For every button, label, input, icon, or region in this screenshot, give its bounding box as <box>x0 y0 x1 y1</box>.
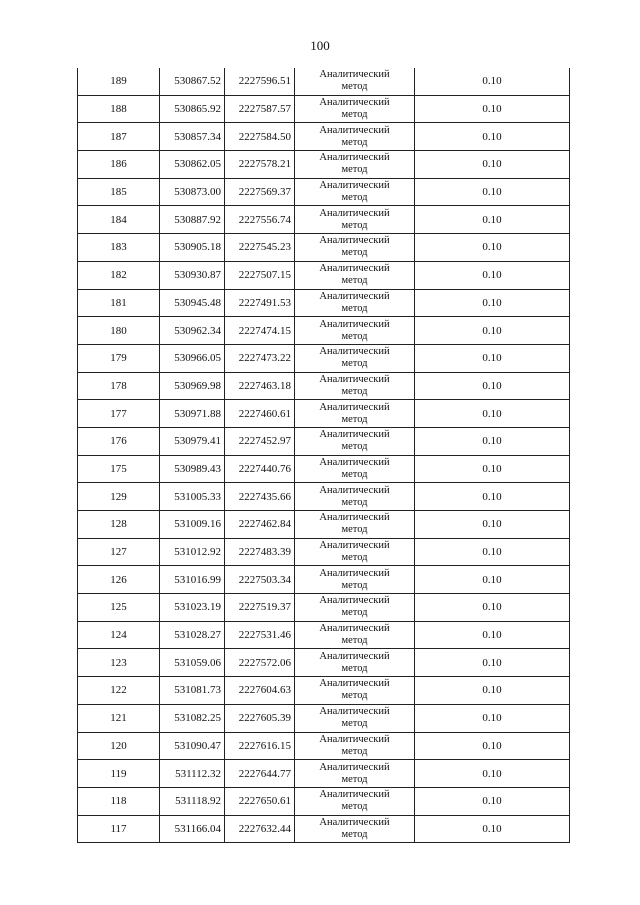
point-number-cell: 177 <box>78 400 160 428</box>
accuracy-cell: 0.10 <box>415 372 570 400</box>
method-line-2: метод <box>341 690 368 702</box>
table-row <box>78 483 570 511</box>
method-line-1: Аналитический <box>319 180 390 192</box>
method-cell <box>295 234 415 262</box>
method-line-1: Аналитический <box>319 235 390 247</box>
method-cell <box>295 151 415 179</box>
accuracy-cell: 0.10 <box>415 511 570 539</box>
table-row <box>78 123 570 151</box>
method-cell <box>295 178 415 206</box>
method-line-2: метод <box>341 773 368 785</box>
point-number-cell: 119 <box>78 760 160 788</box>
method-line-1: Аналитический <box>319 152 390 164</box>
method-cell <box>295 787 415 815</box>
method-cell <box>295 95 415 123</box>
method-line-2: метод <box>341 413 368 425</box>
table-row <box>78 400 570 428</box>
accuracy-cell: 0.10 <box>415 68 570 95</box>
y-coordinate-cell: 2227474.15 <box>225 317 295 345</box>
table-row <box>78 206 570 234</box>
x-coordinate-cell: 530862.05 <box>160 151 225 179</box>
method-line-2: метод <box>341 662 368 674</box>
table-row <box>78 234 570 262</box>
point-number-cell: 178 <box>78 372 160 400</box>
method-line-1: Аналитический <box>319 429 390 441</box>
method-line-2: метод <box>341 358 368 370</box>
point-number-cell: 187 <box>78 123 160 151</box>
accuracy-cell: 0.10 <box>415 427 570 455</box>
accuracy-cell: 0.10 <box>415 760 570 788</box>
table-row <box>78 677 570 705</box>
x-coordinate-cell: 531016.99 <box>160 566 225 594</box>
x-coordinate-cell: 530979.41 <box>160 427 225 455</box>
point-number-cell: 126 <box>78 566 160 594</box>
y-coordinate-cell: 2227503.34 <box>225 566 295 594</box>
method-line-1: Аналитический <box>319 346 390 358</box>
accuracy-cell: 0.10 <box>415 649 570 677</box>
accuracy-cell: 0.10 <box>415 95 570 123</box>
point-number-cell: 176 <box>78 427 160 455</box>
table-row <box>78 787 570 815</box>
point-number-cell: 175 <box>78 455 160 483</box>
method-line-1: Аналитический <box>319 207 390 219</box>
method-line-2: метод <box>341 579 368 591</box>
table-row <box>78 178 570 206</box>
point-number-cell: 129 <box>78 483 160 511</box>
x-coordinate-cell: 531090.47 <box>160 732 225 760</box>
point-number-cell: 124 <box>78 621 160 649</box>
method-line-1: Аналитический <box>319 650 390 662</box>
point-number-cell: 189 <box>78 68 160 95</box>
method-line-1: Аналитический <box>319 401 390 413</box>
method-line-2: метод <box>341 136 368 148</box>
table-row <box>78 511 570 539</box>
x-coordinate-cell: 530905.18 <box>160 234 225 262</box>
accuracy-cell: 0.10 <box>415 289 570 317</box>
table-row <box>78 289 570 317</box>
method-line-1: Аналитический <box>319 540 390 552</box>
method-cell <box>295 732 415 760</box>
method-line-1: Аналитический <box>319 124 390 136</box>
coordinates-table <box>77 68 570 843</box>
accuracy-cell: 0.10 <box>415 123 570 151</box>
point-number-cell: 123 <box>78 649 160 677</box>
method-cell <box>295 206 415 234</box>
x-coordinate-cell: 530857.34 <box>160 123 225 151</box>
method-cell <box>295 566 415 594</box>
method-line-2: метод <box>341 552 368 564</box>
table-row <box>78 151 570 179</box>
method-cell <box>295 261 415 289</box>
y-coordinate-cell: 2227460.61 <box>225 400 295 428</box>
accuracy-cell: 0.10 <box>415 234 570 262</box>
method-line-2: метод <box>341 496 368 508</box>
x-coordinate-cell: 531082.25 <box>160 704 225 732</box>
accuracy-cell: 0.10 <box>415 455 570 483</box>
accuracy-cell: 0.10 <box>415 787 570 815</box>
method-line-2: метод <box>341 801 368 813</box>
y-coordinate-cell: 2227519.37 <box>225 594 295 622</box>
y-coordinate-cell: 2227507.15 <box>225 261 295 289</box>
point-number-cell: 127 <box>78 538 160 566</box>
method-line-2: метод <box>341 635 368 647</box>
accuracy-cell: 0.10 <box>415 704 570 732</box>
table-row <box>78 732 570 760</box>
point-number-cell: 186 <box>78 151 160 179</box>
method-line-1: Аналитический <box>319 706 390 718</box>
method-cell <box>295 317 415 345</box>
y-coordinate-cell: 2227462.84 <box>225 511 295 539</box>
table-row <box>78 344 570 372</box>
x-coordinate-cell: 530867.52 <box>160 68 225 95</box>
point-number-cell: 188 <box>78 95 160 123</box>
method-cell <box>295 815 415 843</box>
y-coordinate-cell: 2227569.37 <box>225 178 295 206</box>
method-line-1: Аналитический <box>319 97 390 109</box>
point-number-cell: 185 <box>78 178 160 206</box>
point-number-cell: 183 <box>78 234 160 262</box>
method-line-1: Аналитический <box>319 69 390 81</box>
x-coordinate-cell: 530887.92 <box>160 206 225 234</box>
x-coordinate-cell: 531012.92 <box>160 538 225 566</box>
method-cell <box>295 483 415 511</box>
table-row <box>78 760 570 788</box>
method-line-1: Аналитический <box>319 678 390 690</box>
point-number-cell: 182 <box>78 261 160 289</box>
x-coordinate-cell: 530873.00 <box>160 178 225 206</box>
table-row <box>78 427 570 455</box>
x-coordinate-cell: 531112.32 <box>160 760 225 788</box>
table-row <box>78 815 570 843</box>
x-coordinate-cell: 531009.16 <box>160 511 225 539</box>
method-line-2: метод <box>341 607 368 619</box>
method-line-1: Аналитический <box>319 789 390 801</box>
method-cell <box>295 760 415 788</box>
method-line-1: Аналитический <box>319 290 390 302</box>
method-cell <box>295 427 415 455</box>
method-line-1: Аналитический <box>319 456 390 468</box>
method-cell <box>295 372 415 400</box>
table-row <box>78 261 570 289</box>
table-row <box>78 538 570 566</box>
method-line-2: метод <box>341 192 368 204</box>
y-coordinate-cell: 2227452.97 <box>225 427 295 455</box>
y-coordinate-cell: 2227572.06 <box>225 649 295 677</box>
point-number-cell: 125 <box>78 594 160 622</box>
point-number-cell: 179 <box>78 344 160 372</box>
x-coordinate-cell: 531118.92 <box>160 787 225 815</box>
method-line-2: метод <box>341 385 368 397</box>
table-row <box>78 649 570 677</box>
y-coordinate-cell: 2227616.15 <box>225 732 295 760</box>
method-cell <box>295 123 415 151</box>
y-coordinate-cell: 2227644.77 <box>225 760 295 788</box>
method-line-2: метод <box>341 109 368 121</box>
method-line-2: метод <box>341 330 368 342</box>
method-line-2: метод <box>341 164 368 176</box>
y-coordinate-cell: 2227473.22 <box>225 344 295 372</box>
y-coordinate-cell: 2227545.23 <box>225 234 295 262</box>
y-coordinate-cell: 2227483.39 <box>225 538 295 566</box>
accuracy-cell: 0.10 <box>415 344 570 372</box>
method-cell <box>295 511 415 539</box>
method-line-1: Аналитический <box>319 595 390 607</box>
table-body <box>78 68 570 843</box>
method-line-2: метод <box>341 828 368 840</box>
point-number-cell: 122 <box>78 677 160 705</box>
point-number-cell: 181 <box>78 289 160 317</box>
method-cell <box>295 594 415 622</box>
y-coordinate-cell: 2227440.76 <box>225 455 295 483</box>
accuracy-cell: 0.10 <box>415 594 570 622</box>
method-line-1: Аналитический <box>319 512 390 524</box>
method-line-2: метод <box>341 745 368 757</box>
method-cell <box>295 704 415 732</box>
method-cell <box>295 621 415 649</box>
accuracy-cell: 0.10 <box>415 151 570 179</box>
x-coordinate-cell: 531028.27 <box>160 621 225 649</box>
method-line-1: Аналитический <box>319 733 390 745</box>
accuracy-cell: 0.10 <box>415 178 570 206</box>
y-coordinate-cell: 2227463.18 <box>225 372 295 400</box>
method-cell <box>295 344 415 372</box>
x-coordinate-cell: 531023.19 <box>160 594 225 622</box>
y-coordinate-cell: 2227556.74 <box>225 206 295 234</box>
method-cell <box>295 400 415 428</box>
y-coordinate-cell: 2227587.57 <box>225 95 295 123</box>
x-coordinate-cell: 530945.48 <box>160 289 225 317</box>
table-row <box>78 317 570 345</box>
table-row <box>78 455 570 483</box>
y-coordinate-cell: 2227435.66 <box>225 483 295 511</box>
method-cell <box>295 68 415 95</box>
y-coordinate-cell: 2227650.61 <box>225 787 295 815</box>
y-coordinate-cell: 2227632.44 <box>225 815 295 843</box>
y-coordinate-cell: 2227531.46 <box>225 621 295 649</box>
method-line-1: Аналитический <box>319 567 390 579</box>
x-coordinate-cell: 530971.88 <box>160 400 225 428</box>
method-line-1: Аналитический <box>319 761 390 773</box>
method-line-2: метод <box>341 718 368 730</box>
y-coordinate-cell: 2227596.51 <box>225 68 295 95</box>
point-number-cell: 117 <box>78 815 160 843</box>
method-line-2: метод <box>341 275 368 287</box>
method-line-1: Аналитический <box>319 263 390 275</box>
table-row <box>78 68 570 95</box>
accuracy-cell: 0.10 <box>415 261 570 289</box>
accuracy-cell: 0.10 <box>415 621 570 649</box>
x-coordinate-cell: 531166.04 <box>160 815 225 843</box>
table-row <box>78 704 570 732</box>
table-row <box>78 372 570 400</box>
x-coordinate-cell: 530989.43 <box>160 455 225 483</box>
method-line-1: Аналитический <box>319 318 390 330</box>
point-number-cell: 121 <box>78 704 160 732</box>
method-line-2: метод <box>341 441 368 453</box>
accuracy-cell: 0.10 <box>415 483 570 511</box>
point-number-cell: 120 <box>78 732 160 760</box>
method-cell <box>295 455 415 483</box>
page-number: 100 <box>310 38 330 53</box>
method-line-2: метод <box>341 468 368 480</box>
accuracy-cell: 0.10 <box>415 566 570 594</box>
y-coordinate-cell: 2227578.21 <box>225 151 295 179</box>
method-line-1: Аналитический <box>319 484 390 496</box>
point-number-cell: 128 <box>78 511 160 539</box>
accuracy-cell: 0.10 <box>415 317 570 345</box>
accuracy-cell: 0.10 <box>415 538 570 566</box>
accuracy-cell: 0.10 <box>415 815 570 843</box>
method-line-2: метод <box>341 81 368 93</box>
accuracy-cell: 0.10 <box>415 206 570 234</box>
x-coordinate-cell: 531005.33 <box>160 483 225 511</box>
x-coordinate-cell: 530966.05 <box>160 344 225 372</box>
x-coordinate-cell: 530962.34 <box>160 317 225 345</box>
x-coordinate-cell: 531059.06 <box>160 649 225 677</box>
x-coordinate-cell: 530930.87 <box>160 261 225 289</box>
accuracy-cell: 0.10 <box>415 732 570 760</box>
method-cell <box>295 649 415 677</box>
table-row <box>78 95 570 123</box>
method-line-2: метод <box>341 247 368 259</box>
method-line-2: метод <box>341 302 368 314</box>
point-number-cell: 184 <box>78 206 160 234</box>
method-cell <box>295 677 415 705</box>
method-cell <box>295 538 415 566</box>
y-coordinate-cell: 2227605.39 <box>225 704 295 732</box>
x-coordinate-cell: 530865.92 <box>160 95 225 123</box>
method-line-1: Аналитический <box>319 816 390 828</box>
y-coordinate-cell: 2227604.63 <box>225 677 295 705</box>
point-number-cell: 180 <box>78 317 160 345</box>
y-coordinate-cell: 2227584.50 <box>225 123 295 151</box>
method-line-2: метод <box>341 219 368 231</box>
x-coordinate-cell: 531081.73 <box>160 677 225 705</box>
accuracy-cell: 0.10 <box>415 677 570 705</box>
method-line-1: Аналитический <box>319 373 390 385</box>
table-row <box>78 566 570 594</box>
method-cell <box>295 289 415 317</box>
table-row <box>78 594 570 622</box>
method-line-1: Аналитический <box>319 623 390 635</box>
method-line-2: метод <box>341 524 368 536</box>
table-row <box>78 621 570 649</box>
y-coordinate-cell: 2227491.53 <box>225 289 295 317</box>
point-number-cell: 118 <box>78 787 160 815</box>
x-coordinate-cell: 530969.98 <box>160 372 225 400</box>
accuracy-cell: 0.10 <box>415 400 570 428</box>
